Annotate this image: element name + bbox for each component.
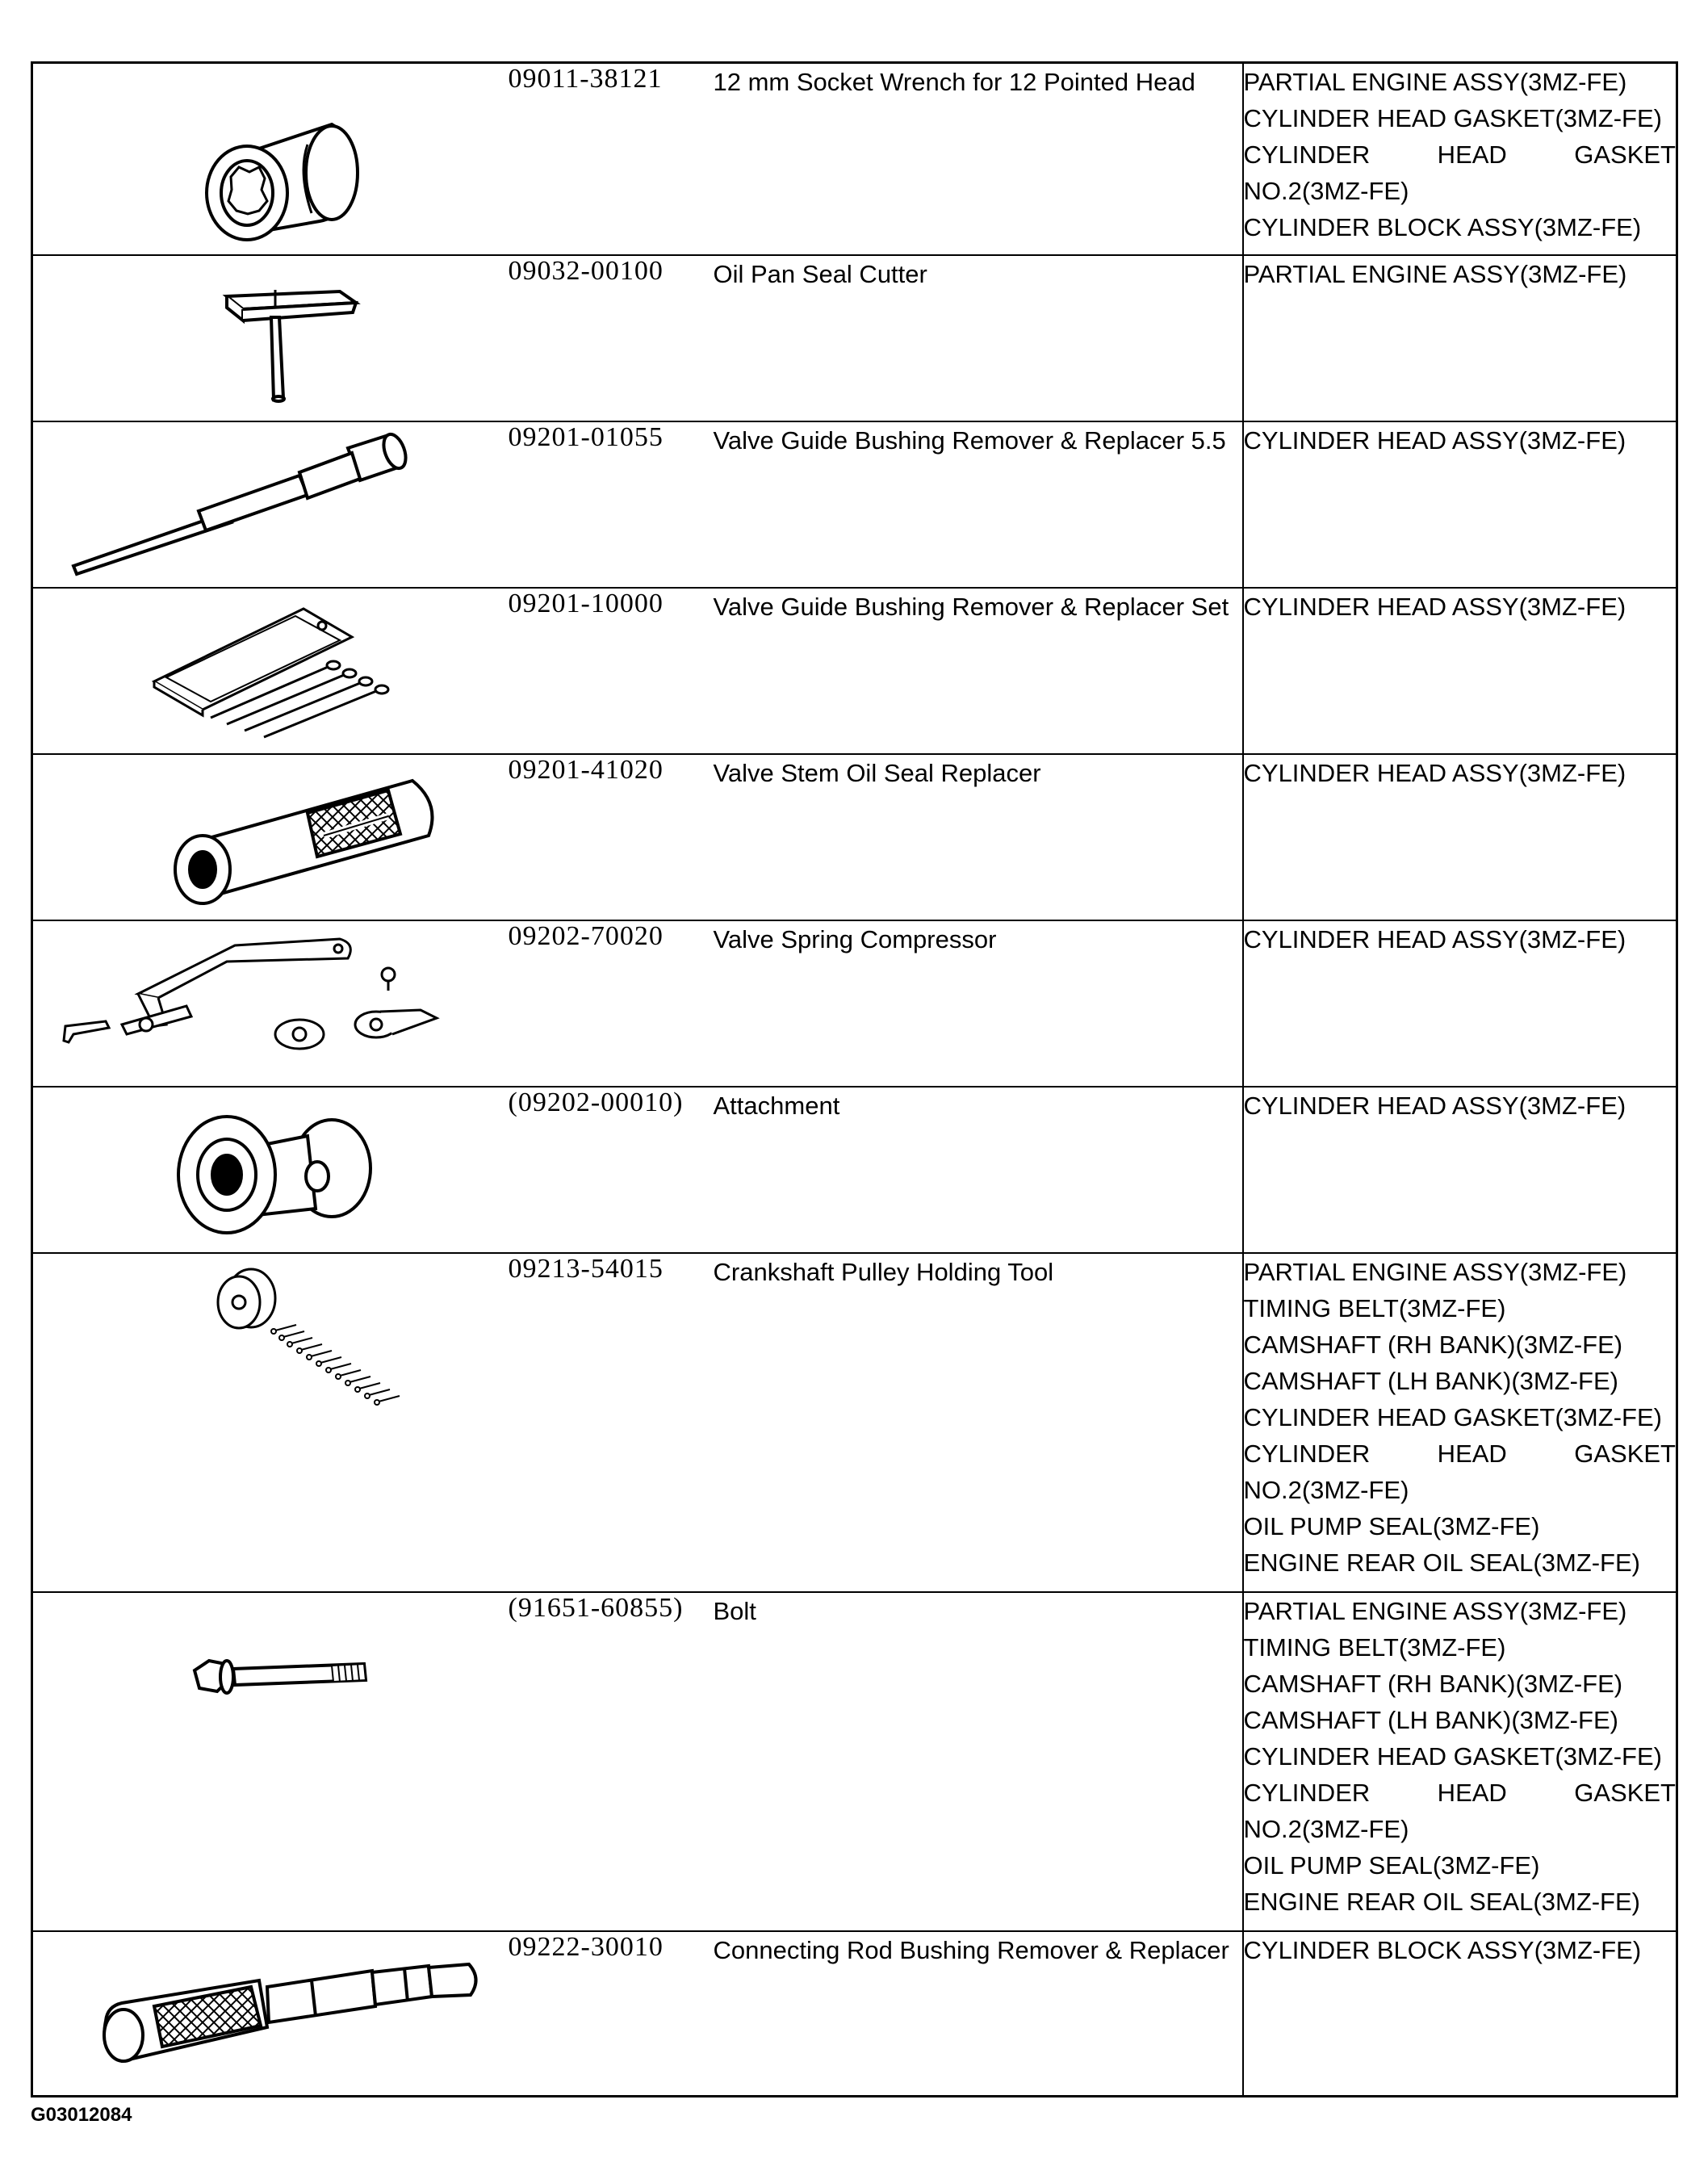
part-number: 09202-70020 [509, 920, 714, 1087]
tool-name: 12 mm Socket Wrench for 12 Pointed Head [714, 63, 1243, 256]
usage-item: CYLINDER HEAD GASKET(3MZ-FE) [1243, 104, 1662, 132]
tool-name: Valve Spring Compressor [714, 920, 1243, 1087]
usage-item: PARTIAL ENGINE ASSY(3MZ-FE) [1243, 260, 1627, 288]
usage-item: CAMSHAFT (RH BANK)(3MZ-FE) [1243, 1670, 1623, 1698]
table-row [32, 754, 1677, 920]
tool-name: Valve Guide Bushing Remover & Replacer Set [714, 588, 1243, 754]
part-number: 09222-30010 [509, 1931, 714, 2097]
usage-item: CYLINDER HEAD ASSY(3MZ-FE) [1243, 759, 1626, 787]
usage-item: CYLINDER HEAD GASKET(3MZ-FE) [1243, 1742, 1662, 1771]
usage-list [1243, 920, 1677, 1087]
usage-item: ENGINE REAR OIL SEAL(3MZ-FE) [1243, 1548, 1640, 1577]
usage-list [1243, 421, 1677, 588]
usage-list [1243, 63, 1677, 256]
bolt-icon [33, 1593, 509, 1930]
part-number: 09201-01055 [509, 421, 714, 588]
tool-name: Valve Guide Bushing Remover & Replacer 5.5 [714, 421, 1243, 588]
part-number: 09011-38121 [509, 63, 714, 256]
oil-seal-replacer-icon [33, 755, 509, 920]
part-number: (09202-00010) [509, 1087, 714, 1253]
usage-item: CYLINDER BLOCK ASSY(3MZ-FE) [1243, 213, 1642, 241]
usage-item: CYLINDER HEAD ASSY(3MZ-FE) [1243, 426, 1626, 455]
usage-item: TIMING BELT(3MZ-FE) [1243, 1633, 1506, 1662]
usage-list [1243, 588, 1677, 754]
usage-item: NO.2(3MZ-FE) [1243, 1815, 1409, 1843]
part-number: 09201-10000 [509, 588, 714, 754]
usage-item: PARTIAL ENGINE ASSY(3MZ-FE) [1243, 1597, 1627, 1625]
bushing-remover-icon [33, 422, 509, 587]
rod-bushing-remover-icon [33, 1932, 509, 2095]
usage-item: TIMING BELT(3MZ-FE) [1243, 1294, 1506, 1322]
usage-item: CAMSHAFT (LH BANK)(3MZ-FE) [1243, 1367, 1618, 1395]
usage-item: PARTIAL ENGINE ASSY(3MZ-FE) [1243, 1258, 1627, 1286]
usage-item: PARTIAL ENGINE ASSY(3MZ-FE) [1243, 68, 1627, 96]
usage-item: CYLINDER HEAD ASSY(3MZ-FE) [1243, 925, 1626, 953]
usage-item: CYLINDER HEAD GASKET [1243, 140, 1676, 169]
table-row [32, 588, 1677, 754]
attachment-icon [33, 1088, 509, 1252]
usage-list [1243, 1253, 1677, 1592]
usage-item: NO.2(3MZ-FE) [1243, 1476, 1409, 1504]
part-number: (91651-60855) [509, 1592, 714, 1931]
usage-item: CYLINDER HEAD GASKET [1243, 1779, 1676, 1807]
tool-name: Attachment [714, 1087, 1243, 1253]
table-row [32, 63, 1677, 256]
tool-name: Valve Stem Oil Seal Replacer [714, 754, 1243, 920]
usage-item: CYLINDER HEAD GASKET(3MZ-FE) [1243, 1403, 1662, 1431]
usage-list [1243, 1931, 1677, 2097]
table-row [32, 255, 1677, 421]
tool-name: Connecting Rod Bushing Remover & Replacer [714, 1931, 1243, 2097]
part-number: 09201-41020 [509, 754, 714, 920]
socket-wrench-icon [33, 64, 509, 254]
spring-compressor-icon [33, 921, 509, 1086]
part-number: 09032-00100 [509, 255, 714, 421]
seal-cutter-icon [33, 256, 509, 421]
table-row [32, 920, 1677, 1087]
tool-name: Oil Pan Seal Cutter [714, 255, 1243, 421]
table-row [32, 1087, 1677, 1253]
usage-list [1243, 1087, 1677, 1253]
usage-list [1243, 1592, 1677, 1931]
usage-item: NO.2(3MZ-FE) [1243, 177, 1409, 205]
usage-list [1243, 255, 1677, 421]
tool-name: Bolt [714, 1592, 1243, 1931]
special-tools-table [31, 61, 1678, 2097]
table-row [32, 1931, 1677, 2097]
usage-item: CAMSHAFT (RH BANK)(3MZ-FE) [1243, 1331, 1623, 1359]
table-row [32, 421, 1677, 588]
figure-code: G03012084 [31, 2104, 132, 2126]
usage-item: CYLINDER HEAD ASSY(3MZ-FE) [1243, 1092, 1626, 1120]
bushing-remover-set-icon [33, 589, 509, 753]
usage-item: CYLINDER HEAD GASKET [1243, 1440, 1676, 1468]
usage-item: OIL PUMP SEAL(3MZ-FE) [1243, 1512, 1540, 1540]
usage-item: CAMSHAFT (LH BANK)(3MZ-FE) [1243, 1706, 1618, 1734]
usage-item: CYLINDER BLOCK ASSY(3MZ-FE) [1243, 1936, 1642, 1964]
table-row [32, 1592, 1677, 1931]
table-row [32, 1253, 1677, 1592]
usage-item: ENGINE REAR OIL SEAL(3MZ-FE) [1243, 1888, 1640, 1916]
tool-name: Crankshaft Pulley Holding Tool [714, 1253, 1243, 1592]
pulley-holding-tool-icon [33, 1254, 509, 1591]
part-number: 09213-54015 [509, 1253, 714, 1592]
usage-item: OIL PUMP SEAL(3MZ-FE) [1243, 1851, 1540, 1880]
usage-item: CYLINDER HEAD ASSY(3MZ-FE) [1243, 593, 1626, 621]
usage-list [1243, 754, 1677, 920]
